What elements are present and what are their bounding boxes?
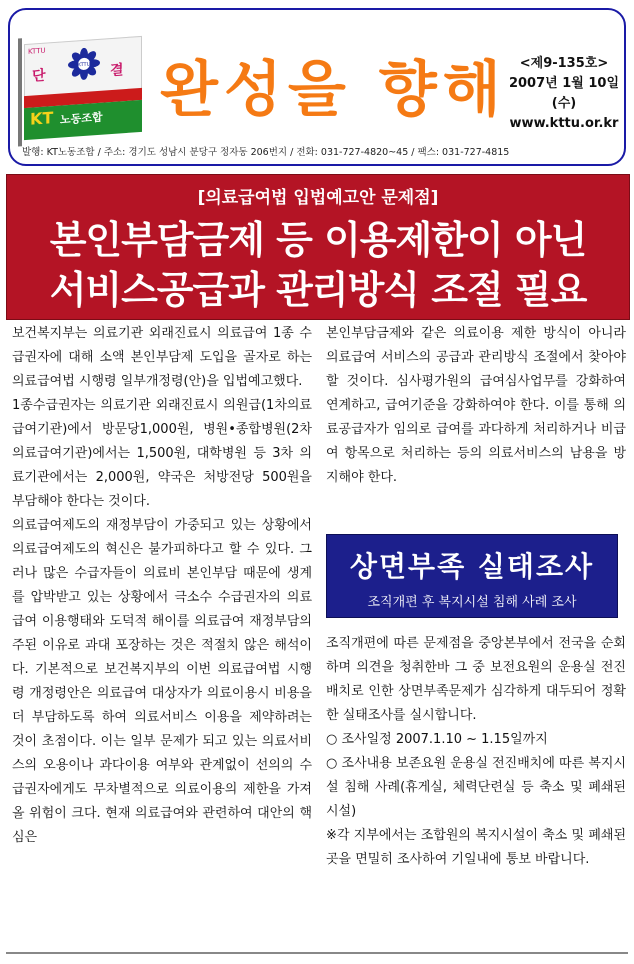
issue-date: 2007년 1월 10일(수) — [508, 76, 620, 111]
notice-paragraph: 조직개편에 따른 문제점을 중앙본부에서 전국을 순회하며 의견을 청취한바 그 중 보전요원의 운용실 전진배치로 인한 상면부족문제가 심각하게 대두되어 정확한 실태조사를 실시합니다. — [326, 636, 626, 723]
flag-pole — [18, 38, 22, 146]
union-flag-logo — [24, 36, 142, 146]
newsletter-title: 완성을 향해 — [160, 55, 507, 125]
flag-slogan-left: 단 — [32, 67, 46, 85]
article-paragraph: 보건복지부는 의료기관 외래진료시 의료급여 1종 수급권자에 대해 소액 본인부담제 도입을 골자로 하는 의료급여법 시행령 일부개정령(안)을 입법예고했다. — [12, 326, 312, 389]
masthead — [8, 8, 626, 166]
headline-line-1: 본인부담금제 등 이용제한이 아닌 — [49, 218, 587, 262]
publisher-info: 발행: KT노동조합 / 주소: 경기도 성남시 분당구 정자동 206번지 / 전화: 031-727-4820~45 / 팩스: 031-727-4815 — [22, 147, 510, 158]
headline-line-2: 서비스공급과 관리방식 조절 필요 — [49, 268, 587, 312]
notice-schedule: ○ 조사일정 2007.1.10 ~ 1.15일까지 — [326, 732, 548, 747]
footer-divider — [6, 952, 628, 954]
notice-content: ○ 조사내용 보존요원 운용실 전진배치에 따른 복지시설 침해 사례(휴게실, 체력단련실 등 축소 및 폐쇄된 시설) — [326, 756, 626, 819]
survey-subtitle: 조직개편 후 복지시설 침해 사례 조사 — [367, 595, 577, 610]
issue-info — [498, 54, 630, 134]
article-paragraph: 1종수급권자는 의료기관 외래진료시 의원급(1차의료급여기관)에서 방문당1,000원, 병원•종합병원(2차 의료급여기관)에서는 1,500원, 대학병원 등 3차 의료기관에서는 2,000원, 약국은 처방전당 500원을 부담해야 한다는 것이다. — [12, 398, 312, 509]
flower-emblem-icon — [68, 47, 100, 81]
headline-banner — [6, 174, 630, 320]
article-paragraph: 의료급여제도의 재정부담이 가중되고 있는 상황에서 의료급여제도의 혁신은 불가피하다고 할 수 있다. 그러나 많은 수급자들이 의료비 본인부담 때문에 생계를 압박받고 있는 상황에서 극소수 수급권자의 의료급여 이용행태와 도덕적 해이를 의료급여 재정부담의 주된 이유로 과대 포장하는 것은 적절치 않은 해석이다. 기본적으로 보건복지부의 이번 의료급여법 시행령 개정령안은 의료급여 대상자가 의료이용시 비용을 더 부담하도록 하여 의료서비스 이용을 제약하려는 것이 초점이다. 이는 일부 문제가 되고 있는 의료서비스의 오용이나 과다이용 여부와 관계없이 선의의 수급권자에게도 무차별적으로 의료이용의 제한을 가져 올 위험이 크다. 현재 의료급여와 관련하여 대안의 핵심은 — [12, 518, 312, 845]
article-paragraph: 본인부담금제와 같은 의료이용 제한 방식이 아니라 의료급여 서비스의 공급과 관리방식 조절에서 찾아야 할 것이다. 심사평가원의 급여심사업무를 강화하여 연계하고, 급여기준을 강화하여야 한다. 이를 통해 의료공급자가 임의로 급여를 과다하게 처리하거나 비급여 항목으로 처리하는 등의 의료서비스의 남용을 방지해야 한다. — [326, 326, 626, 485]
headline-kicker: [의료급여법 입법예고안 문제점] — [197, 188, 439, 208]
flag-slogan-right: 결 — [110, 62, 124, 80]
flag-small-label: KTTU — [28, 46, 46, 56]
survey-notice-banner — [326, 534, 618, 618]
article-left-column — [12, 322, 312, 952]
website-link[interactable]: www.kttu.or.kr — [509, 116, 619, 131]
emblem-text: KTTU — [77, 61, 91, 69]
flag-kt-label: KT — [30, 108, 54, 129]
survey-title: 상면부족 실태조사 — [349, 550, 595, 583]
article-right-column — [326, 322, 626, 522]
survey-notice-body — [326, 632, 626, 932]
issue-number: <제9-135호> — [519, 56, 609, 71]
notice-request: ※각 지부에서는 조합원의 복지시설이 축소 및 폐쇄된 곳을 면밀히 조사하여 기일내에 통보 바랍니다. — [326, 828, 626, 867]
flag-union-label: 노동조합 — [60, 110, 103, 127]
